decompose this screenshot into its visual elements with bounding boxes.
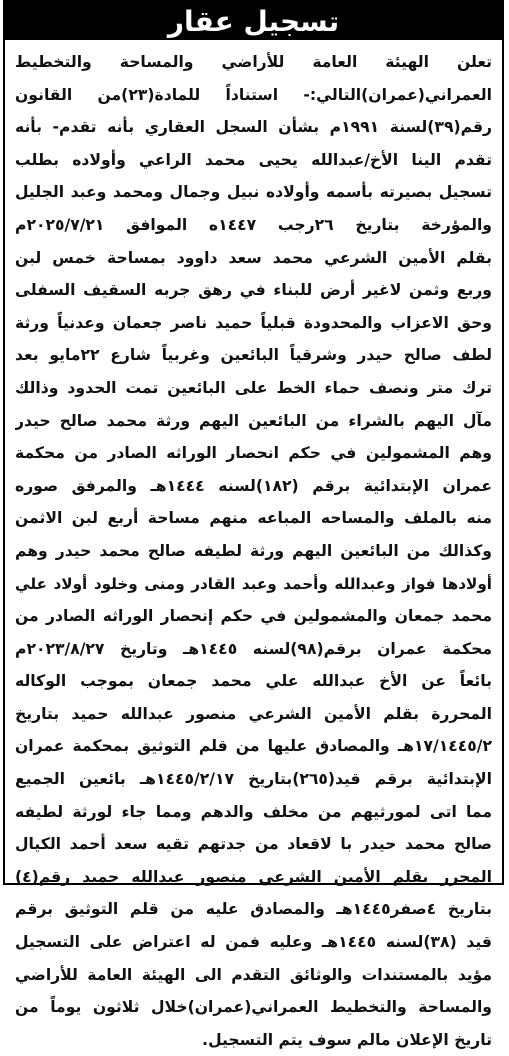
body-line: وهم المشمولين في حكم انحصار الوراثه الصادر من محكمة (15, 444, 492, 463)
body-line: العمراني(عمران)التالي:- استناداً للمادة(٢٣)من القانون (15, 85, 492, 104)
body-line: مآل اليهم بالشراء من البائعين اليهم ورثة محمد صالح حيدر (15, 411, 492, 430)
body-line: تقدم الينا الأخ/عبدالله يحيى محمد الراعي وأولاده بطلب (15, 150, 492, 169)
announcement-frame (3, 0, 504, 1049)
body-line: مما اتى لمورثيهم من مخلف والدهم ومما جاء لورثة لطيفه (15, 802, 492, 821)
body-line: محكمة عمران برقم(٩٨)لسنه ١٤٤٥هـ وتاريخ ٢٠٢٣/٨/٢٧م (15, 639, 492, 658)
body-line: صالح محمد حيدر با لاقعاد من جدتهم تقيه سعد أحمد الكيال (15, 835, 492, 854)
body-line: بقلم الأمين الشرعي محمد سعد داوود بمساحة خمس لبن (15, 248, 492, 267)
body-line: لطف صالح حيدر وشرقياً البائعين وغربياً شارع ٢٢مايو بعد (15, 346, 492, 365)
body-line-last: تاريخ الإعلان مالم سوف يتم التسجيل. (202, 1030, 492, 1049)
body-line: مؤيد بالمستندات والوثائق التقدم الى الهيئة العامة للأراضي (15, 965, 492, 984)
body-line: والمساحة والتخطيط العمراني(عمران)خلال ثلاثون يوماً من (15, 998, 492, 1017)
body-line: والمؤرخة بتاريخ ٢٦رجب ١٤٤٧ه الموافق ٢٠٢٥/٧/٢١م (15, 215, 492, 234)
body-line: قيد (٣٨)لسنه ١٤٤٥هـ وعليه فمن له اعتراض على التسجيل (15, 933, 492, 952)
announcement-body (15, 46, 492, 1056)
announcement-header (5, 2, 502, 40)
body-line: ترك متر ونصف حماء الخط على البائعين تمت الحدود وذالك (15, 378, 492, 397)
body-line: محمد جمعان والمشمولين في حكم إنحصار الوراثه الصادر من (15, 607, 492, 626)
body-line: رقم(٣٩)لسنة ١٩٩١م بشأن السجل العقاري بأنه تقدم- بأنه (15, 118, 492, 137)
body-line: منه بالملف والمساحه المباعه منهم مساحة أربع لبن الاثمن (15, 509, 492, 528)
body-line: ١٧/١٤٤٥/٢هـ والمصادق عليها من قلم التوثيق بمحكمة عمران (15, 737, 492, 756)
body-line: بتاريخ ٤صفر١٤٤٥هـ والمصادق عليه من قلم التوثيق برقم (15, 900, 492, 919)
body-line: بائعاً عن الأخ عبدالله علي محمد جمعان بموجب الوكاله (15, 672, 492, 691)
body-line: الإبتدائية برقم قيد(٢٦٥)بتاريخ ١٤٤٥/٢/١٧هـ بائعين الجميع (15, 770, 492, 789)
body-line: وربع وثمن لاغير أرض للبناء في رهق جربه السقيف السفلى (15, 281, 492, 300)
body-line: أولادها فواز وعبدالله وأحمد وعبد القادر ومنى وخلود أولاد علي (15, 574, 492, 593)
announcement-title: تسجيل عقار (167, 4, 340, 38)
body-line: تسجيل بصيرته بأسمه وأولاده نبيل وجمال ومحمد وعبد الجليل (15, 183, 492, 202)
body-line: عمران الإبتدائية برقم (١٨٢)لسنه ١٤٤٤هـ والمرفق صوره (15, 476, 492, 495)
body-line: وكذالك من البائعين اليهم ورثة لطيفه صالح محمد حيدر وهم (15, 541, 492, 560)
body-line: المحررة بقلم الأمين الشرعي منصور عبدالله حميد بتاريخ (15, 704, 492, 723)
body-line: وحق الاعزاب والمحدودة قبلياً حميد ناصر جعمان وعدنياً ورثة (15, 313, 492, 332)
body-line: المحرر بقلم الأمين الشرعي منصور عبدالله حميد رقم(٤) (15, 867, 492, 886)
body-line: تعلن الهيئة العامة للأراضي والمساحة والتخطيط (15, 53, 492, 71)
